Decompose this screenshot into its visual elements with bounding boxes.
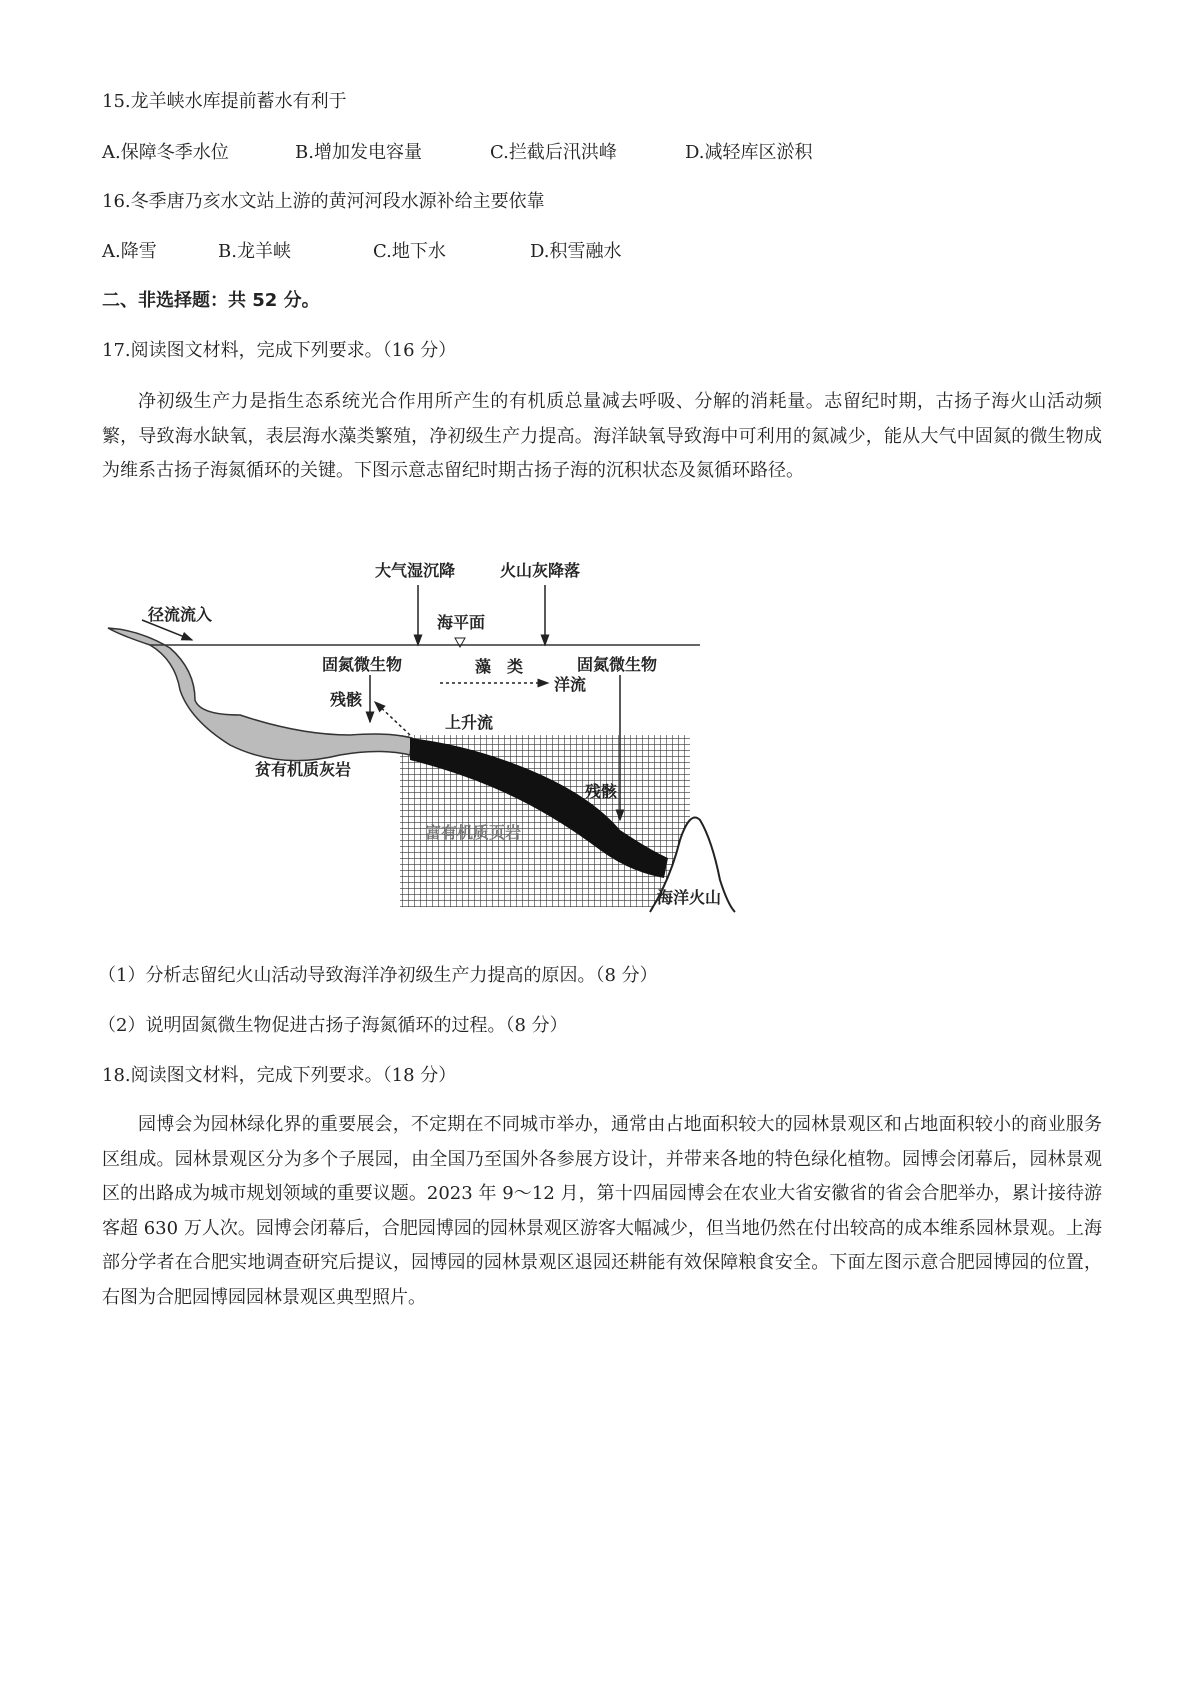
limestone-layer <box>108 628 412 761</box>
label-wet-deposition: 大气湿沉降 <box>375 561 456 580</box>
label-limestone: 贫有机质灰岩 <box>255 760 352 779</box>
label-runoff: 径流流入 <box>148 605 213 624</box>
q15-option-b: B.增加发电容量 <box>295 142 422 163</box>
question-15-stem: 15.龙羊峡水库提前蓄水有利于 <box>102 91 347 112</box>
label-nfix-1: 固氮微生物 <box>322 655 403 674</box>
label-ash-fall: 火山灰降落 <box>500 561 581 580</box>
label-shale: 富有机质页岩 <box>425 823 522 842</box>
q16-option-a: A.降雪 <box>102 241 157 262</box>
question-17-stem: 17.阅读图文材料，完成下列要求。（16 分） <box>102 340 457 361</box>
q16-option-b: B.龙羊峡 <box>218 241 291 262</box>
q16-option-d: D.积雪融水 <box>530 241 622 262</box>
label-upwelling: 上升流 <box>445 713 494 732</box>
label-debris-1: 残骸 <box>330 690 363 709</box>
q15-option-c: C.拦截后汛洪峰 <box>490 142 617 163</box>
label-nfix-2: 固氮微生物 <box>577 655 658 674</box>
label-volcano: 海洋火山 <box>657 888 722 907</box>
question-16-stem: 16.冬季唐乃亥水文站上游的黄河河段水源补给主要依靠 <box>102 191 545 212</box>
q17-subquestion-2: （2）说明固氮微生物促进古扬子海氮循环的过程。（8 分） <box>98 1015 568 1036</box>
label-algae: 藻 类 <box>475 657 524 676</box>
q18-material: 园博会为园林绿化界的重要展会，不定期在不同城市举办，通常由占地面积较大的园林景观区和占地面积较小的商业服务区组成。园林景观区分为多个子展园，由全国乃至国外各参展方设计，并带来各地的特色绿化植物。园博会闭幕后，园林景观区的出路成为城市规划领域的重要议题。2023 年 9～12 月，第十四届园博会在农业大省安徽省的省会合肥举办，累计接待游客超 630 万人次。园博会闭幕后，合肥园博园的园林景观区游客大幅减少，但当地仍然在付出较高的成本维系园林景观。上海部分学者在合肥实地调查研究后提议，园博园的园林景观区退园还耕能有效保障粮食安全。下面左图示意合肥园博园的位置，右图为合肥园博园园林景观区典型照片。 <box>102 1114 1102 1308</box>
question-18-stem: 18.阅读图文材料，完成下列要求。（18 分） <box>102 1065 457 1086</box>
q17-material: 净初级生产力是指生态系统光合作用所产生的有机质总量减去呼吸、分解的消耗量。志留纪时期，古扬子海火山活动频繁，导致海水缺氧，表层海水藻类繁殖，净初级生产力提高。海洋缺氧导致海中可利用的氮减少，能从大气中固氮的微生物成为维系古扬子海氮循环的关键。下图示意志留纪时期古扬子海的沉积状态及氮循环路径。 <box>102 391 1102 481</box>
q17-subquestion-1: （1）分析志留纪火山活动导致海洋净初级生产力提高的原因。（8 分） <box>98 965 658 986</box>
upwelling-arrow <box>375 702 410 735</box>
label-debris-2: 残骸 <box>585 782 618 801</box>
section-heading: 二、非选择题：共 52 分。 <box>102 290 320 311</box>
label-sea-level: 海平面 <box>437 613 486 632</box>
label-current: 洋流 <box>554 675 587 694</box>
q16-option-c: C.地下水 <box>373 241 446 262</box>
q15-option-d: D.减轻库区淤积 <box>685 142 813 163</box>
q15-option-a: A.保障冬季水位 <box>102 142 229 163</box>
